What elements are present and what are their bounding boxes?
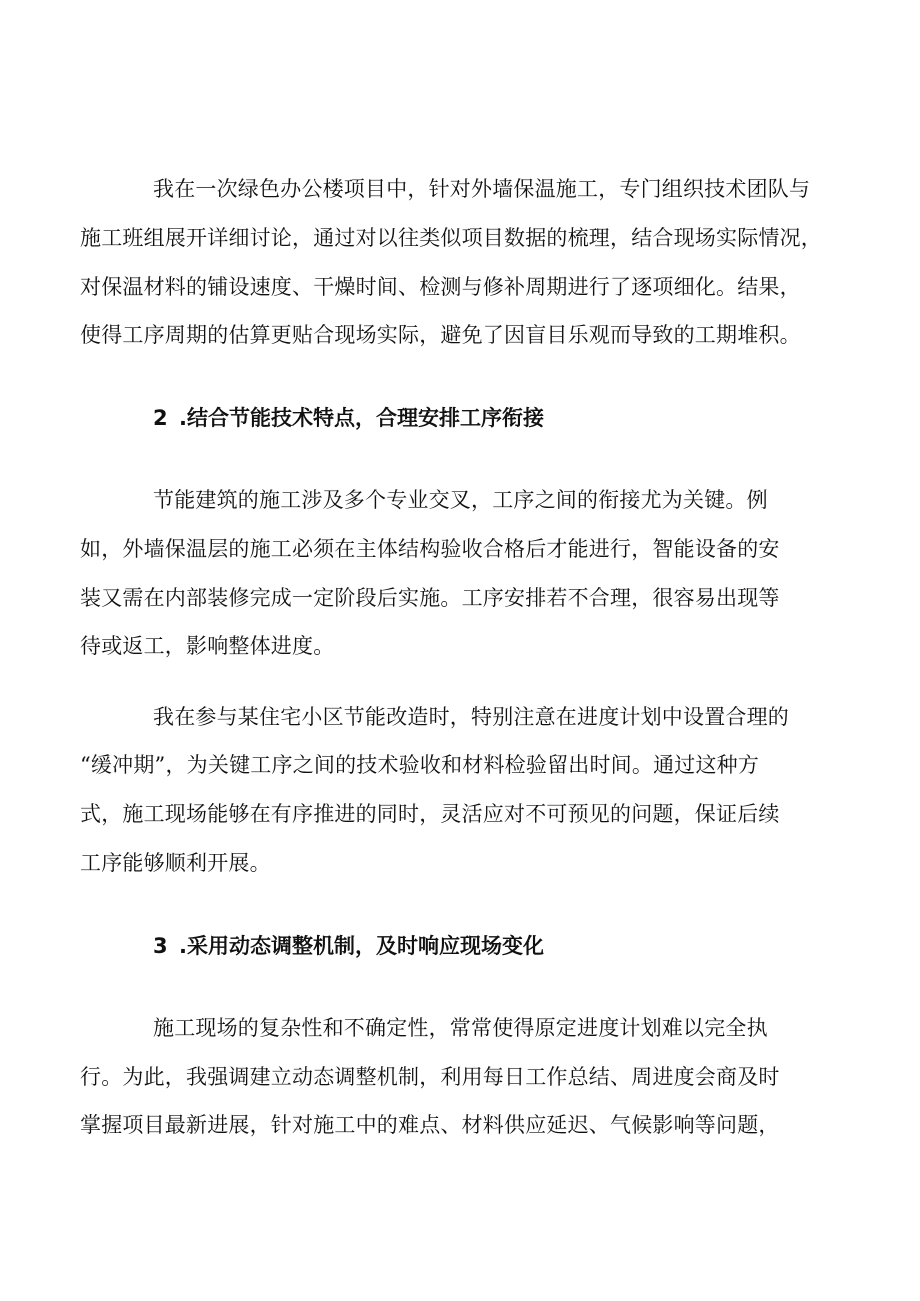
paragraph-line: 我在一次绿色办公楼项目中，针对外墙保温施工，专门组织技术团队与 xyxy=(153,177,811,201)
section-title: .采用动态调整机制，及时响应现场变化 xyxy=(179,934,544,958)
paragraph-line: 装又需在内部装修完成一定阶段后实施。工序安排若不合理，很容易出现等 xyxy=(80,586,780,610)
paragraph-line: 对保温材料的铺设速度、干燥时间、检测与修补周期进行了逐项细化。结果， xyxy=(80,275,801,299)
paragraph-line: 施工现场的复杂性和不确定性，常常使得原定进度计划难以完全执 xyxy=(153,1016,768,1040)
section-heading xyxy=(153,404,544,432)
section-number: 2 xyxy=(153,406,168,430)
paragraph-line: 工序能够顺利开展。 xyxy=(80,851,271,875)
paragraph-line: 式，施工现场能够在有序推进的同时，灵活应对不可预见的问题，保证后续 xyxy=(80,802,780,826)
paragraph-line: 施工班组展开详细讨论，通过对以往类似项目数据的梳理，结合现场实际情况， xyxy=(80,226,822,250)
paragraph-line: 行。为此，我强调建立动态调整机制，利用每日工作总结、周进度会商及时 xyxy=(80,1065,780,1089)
paragraph-line: 节能建筑的施工涉及多个专业交叉，工序之间的衔接尤为关键。例 xyxy=(153,488,768,512)
section-heading xyxy=(153,932,544,960)
paragraph-line: “缓冲期”，为关键工序之间的技术验收和材料检验留出时间。通过这种方 xyxy=(80,753,760,777)
paragraph-line: 如，外墙保温层的施工必须在主体结构验收合格后才能进行，智能设备的安 xyxy=(80,537,780,561)
section-number: 3 xyxy=(153,934,168,958)
section-title: .结合节能技术特点，合理安排工序衔接 xyxy=(179,406,544,430)
paragraph-line: 待或返工，影响整体进度。 xyxy=(80,634,335,658)
paragraph-line: 我在参与某住宅小区节能改造时，特别注意在进度计划中设置合理的 xyxy=(153,705,789,729)
paragraph-line: 掌握项目最新进展，针对施工中的难点、材料供应延迟、气候影响等问题， xyxy=(80,1113,780,1137)
paragraph-line: 使得工序周期的估算更贴合现场实际，避免了因盲目乐观而导致的工期堆积。 xyxy=(80,323,801,347)
